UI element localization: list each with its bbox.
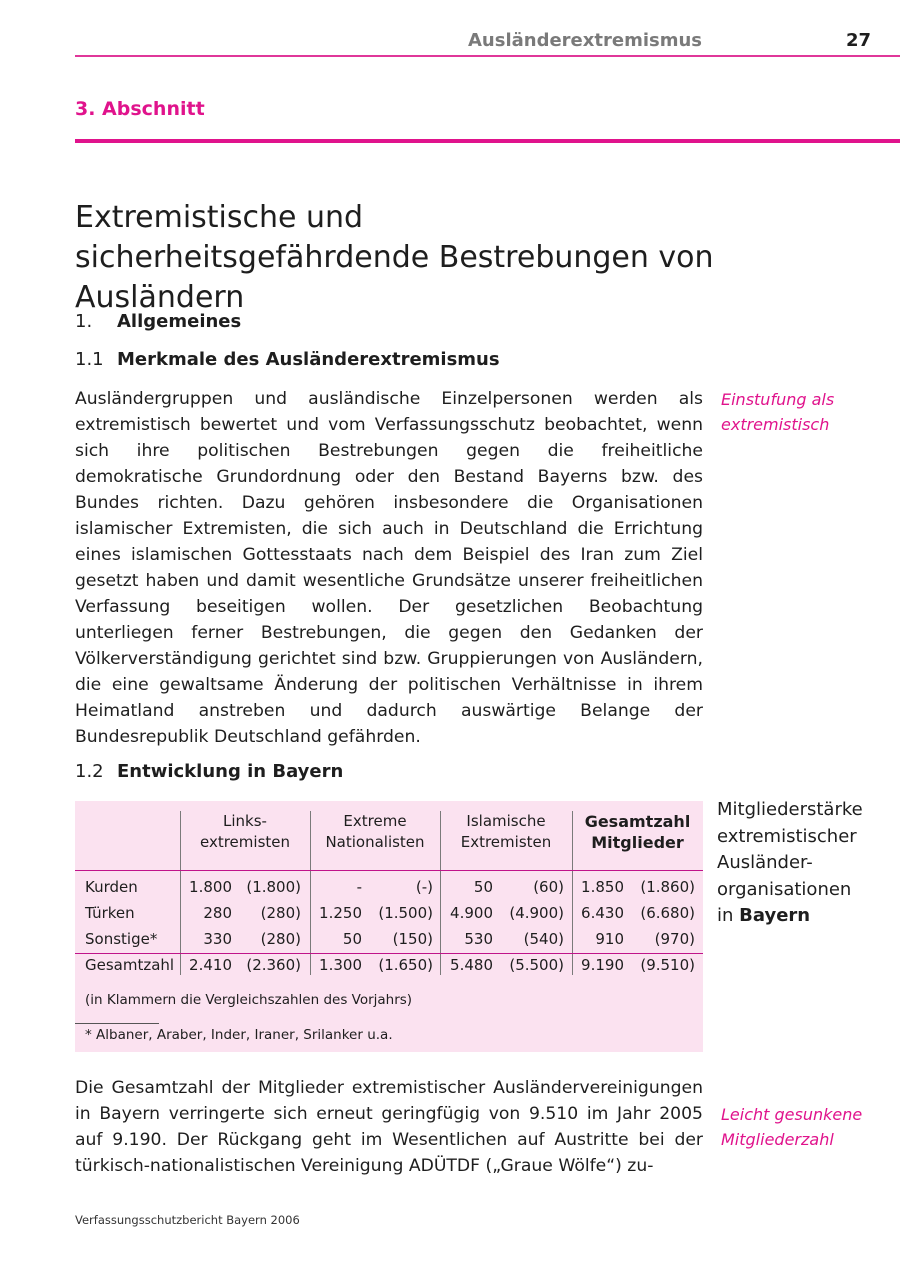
cell-previous-year: (60): [533, 878, 564, 896]
margin-note-einstufung: [721, 387, 881, 437]
table-caption: [717, 797, 897, 930]
heading-allgemeines: [75, 311, 241, 332]
margin-note-mitgliederzahl: [721, 1102, 881, 1152]
table-caption-prefix: in: [717, 905, 734, 926]
column-header-line: Gesamtzahl: [584, 812, 691, 831]
row-label: Sonstige*: [85, 930, 158, 948]
cell-previous-year: (150): [392, 930, 433, 948]
row-label: Kurden: [85, 878, 138, 896]
column-header-line: extremisten: [200, 833, 290, 851]
cell-current: 50: [473, 878, 493, 896]
cell-previous-year: (1.650): [378, 956, 433, 974]
table-note: (in Klammern die Vergleichszahlen des Vorjahrs): [85, 992, 413, 1008]
column-header-line: Links-: [223, 812, 267, 830]
cell-current: 9.190: [581, 956, 624, 974]
running-title: Ausländerextremismus: [468, 30, 702, 51]
margin-note-line: extremistisch: [721, 415, 830, 434]
column-header-line: Mitglieder: [591, 833, 684, 852]
column-header-line: Extreme: [343, 812, 407, 830]
heading-entwicklung: [75, 761, 343, 782]
table-caption-line: Ausländer-: [717, 852, 813, 873]
header-rule: [75, 55, 900, 57]
margin-note-line: Leicht gesunkene: [721, 1105, 863, 1124]
page-footer: Verfassungsschutzbericht Bayern 2006: [75, 1213, 300, 1227]
heading-text: Allgemeines: [117, 311, 242, 332]
membership-table: [75, 801, 703, 1052]
cell-current: 5.480: [450, 956, 493, 974]
header-divider: [75, 870, 703, 871]
table-caption-region: Bayern: [739, 905, 811, 926]
heading-number: 1.1: [75, 349, 104, 370]
row-label: Gesamtzahl: [85, 956, 175, 974]
cell-previous-year: (1.800): [246, 878, 301, 896]
column-header-islamische: [440, 811, 572, 853]
heading-number: 1.2: [75, 761, 104, 782]
table-caption-line: Mitgliederstärke: [717, 799, 863, 820]
table-caption-line: [717, 903, 897, 930]
cell-previous-year: (5.500): [509, 956, 564, 974]
cell-previous-year: (280): [260, 904, 301, 922]
cell-previous-year: (540): [523, 930, 564, 948]
heading-text: Entwicklung in Bayern: [117, 761, 344, 782]
cell-current: 1.800: [189, 878, 232, 896]
heading-text: Merkmale des Ausländerextremismus: [117, 349, 500, 370]
page-number: 27: [846, 30, 872, 51]
cell-previous-year: (2.360): [246, 956, 301, 974]
table-footnote: * Albaner, Araber, Inder, Iraner, Srilanker u.a.: [85, 1027, 393, 1043]
cell-current: 1.250: [319, 904, 362, 922]
cell-current: 6.430: [581, 904, 624, 922]
cell-current: 1.850: [581, 878, 624, 896]
row-label: Türken: [85, 904, 135, 922]
cell-current: 280: [203, 904, 232, 922]
cell-current: -: [356, 878, 362, 896]
margin-note-line: Mitgliederzahl: [721, 1130, 834, 1149]
cell-current: 530: [464, 930, 493, 948]
cell-current: 2.410: [189, 956, 232, 974]
section-rule: [75, 139, 900, 143]
column-header-linksextremisten: [180, 811, 310, 853]
column-header-gesamtzahl: [572, 811, 703, 853]
cell-previous-year: (9.510): [640, 956, 695, 974]
chapter-title: Extremistische und sicherheitsgefährdende Bestrebungen von Ausländern: [75, 200, 714, 315]
cell-current: 910: [595, 930, 624, 948]
column-header-line: Nationalisten: [325, 833, 425, 851]
cell-previous-year: (1.860): [640, 878, 695, 896]
paragraph-entwicklung: Die Gesamtzahl der Mitglieder extremistischer Ausländervereinigungen in Bayern verringerte sich erneut geringfügig von 9.510 im Jahr 2005 auf 9.190. Der Rückgang geht im Wesentlichen auf Austritte bei der türkisch-nationalistischen Vereinigung ADÜTDF („Graue Wölfe“) zu-: [75, 1078, 703, 1176]
footnote-rule: [75, 1023, 159, 1024]
heading-merkmale: [75, 349, 500, 370]
section-label: 3. Abschnitt: [75, 98, 205, 120]
cell-previous-year: (280): [260, 930, 301, 948]
cell-current: 4.900: [450, 904, 493, 922]
paragraph-merkmale: Ausländergruppen und ausländische Einzelpersonen werden als extremistisch bewertet und vom Verfassungsschutz beobachtet, wenn sich ihre politischen Bestrebungen gegen die freiheitliche demokratische Grundordnung oder den Bestand Bayerns bzw. des Bundes richten. Dazu gehören insbesondere die Organisationen islamischer Extremisten, die sich auch in Deutschland die Errichtung eines islamischen Gottesstaats nach dem Beispiel des Iran zum Ziel gesetzt haben und damit wesentliche Grundsätze unserer freiheitlichen Verfassung beseitigen wollen. Der gesetzlichen Beobachtung unterliegen ferner Bestrebungen, die gegen den Gedanken der Völkerverständigung gerichtet sind bzw. Gruppierungen von Ausländern, die eine gewaltsame Änderung der politischen Verhältnisse in ihrem Heimatland anstreben und dadurch auswärtige Belange der Bundesrepublik Deutschland gefährden.: [75, 389, 703, 747]
cell-current: 1.300: [319, 956, 362, 974]
column-header-line: Extremisten: [460, 833, 552, 851]
cell-previous-year: (4.900): [509, 904, 564, 922]
cell-previous-year: (6.680): [640, 904, 695, 922]
cell-previous-year: (-): [415, 878, 433, 896]
cell-current: 330: [203, 930, 232, 948]
heading-number: 1.: [75, 311, 93, 332]
column-header-line: Islamische: [466, 812, 546, 830]
table-caption-line: organisationen: [717, 878, 852, 900]
cell-current: 50: [342, 930, 362, 948]
table-caption-line: extremistischer: [717, 825, 857, 847]
column-header-nationalisten: [310, 811, 440, 853]
cell-previous-year: (970): [654, 930, 695, 948]
margin-note-line: Einstufung als: [721, 390, 835, 409]
cell-previous-year: (1.500): [378, 904, 433, 922]
total-divider: [75, 953, 703, 954]
